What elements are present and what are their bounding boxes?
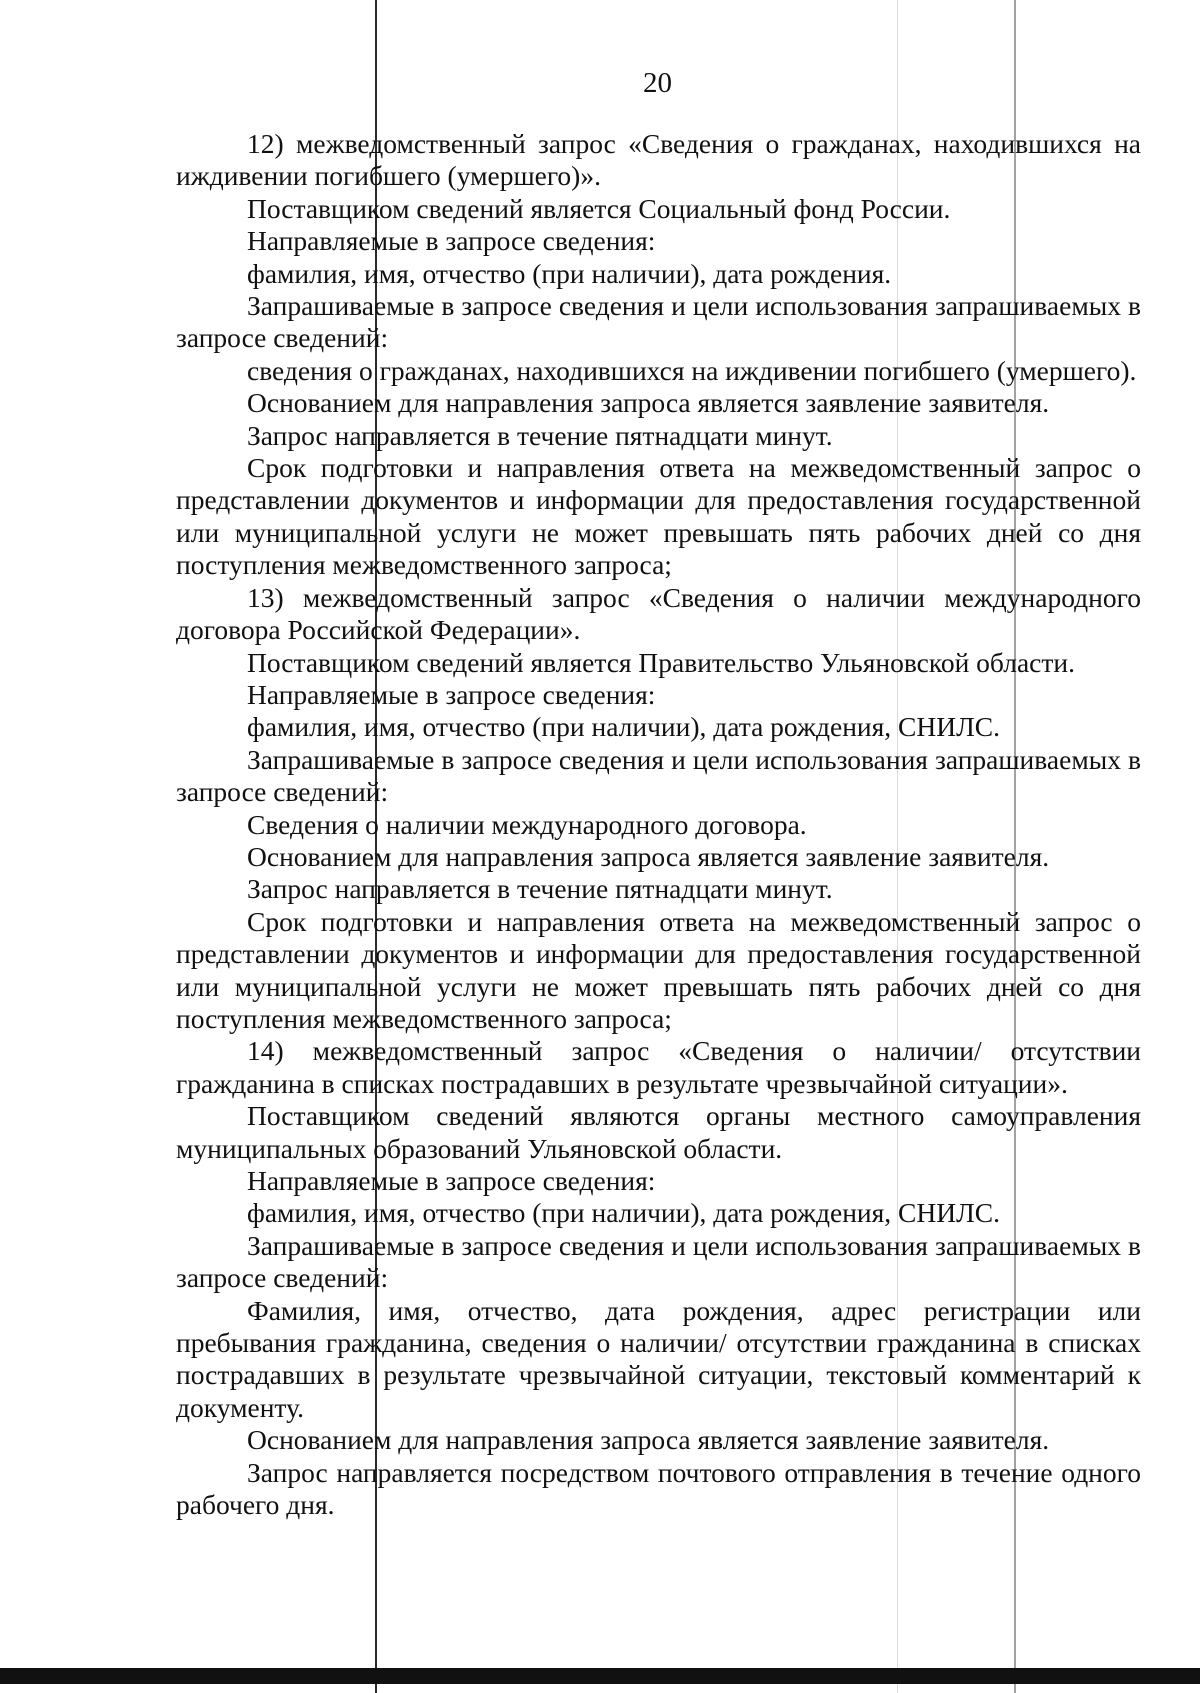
document-body bbox=[176, 128, 1141, 1521]
paragraph-sent-data: фамилия, имя, отчество (при наличии), дата рождения, СНИЛС. bbox=[247, 711, 1000, 743]
paragraph-requested-data: сведения о гражданах, находившихся на иждивении погибшего (умершего). bbox=[247, 354, 1137, 386]
paragraph-sent-data-heading: Направляемые в запросе сведения: bbox=[247, 225, 656, 257]
paragraph-requested-data: Фамилия, имя, отчество, дата рождения, адрес регистрации или пребывания гражданина, сведения о наличии/ отсутствии гражданина в списках пострадавших в результате чрезвычайной ситуации, текстовый комментарий к документу. bbox=[176, 1294, 1141, 1423]
paragraph-response-deadline: Срок подготовки и направления ответа на межведомственный запрос о представлении документов и информации для предоставления государственной или муниципальной услуги не может превышать пять рабочих дней со дня поступления межведомственного запроса; bbox=[176, 905, 1141, 1034]
paragraph-timing: Запрос направляется в течение пятнадцати минут. bbox=[247, 873, 833, 905]
paragraph-sent-data-heading: Направляемые в запросе сведения: bbox=[247, 678, 656, 710]
paragraph-provider: Поставщиком сведений являются органы местного самоуправления муниципальных образований Ульяновской области. bbox=[176, 1100, 1141, 1164]
paragraph-basis: Основанием для направления запроса является заявление заявителя. bbox=[247, 387, 1050, 419]
paragraph-basis: Основанием для направления запроса является заявление заявителя. bbox=[247, 1424, 1050, 1456]
paragraph-sent-data: фамилия, имя, отчество (при наличии), дата рождения. bbox=[247, 257, 892, 289]
paragraph-timing: Запрос направляется в течение пятнадцати минут. bbox=[247, 419, 833, 451]
paragraph-requested-data-heading: Запрашиваемые в запросе сведения и цели использования запрашиваемых в запросе сведений: bbox=[176, 1229, 1141, 1294]
paragraph-requested-data: Сведения о наличии международного договора. bbox=[247, 808, 807, 840]
paragraph-response-deadline: Срок подготовки и направления ответа на межведомственный запрос о представлении документов и информации для предоставления государственной или муниципальной услуги не может превышать пять рабочих дней со дня поступления межведомственного запроса; bbox=[176, 452, 1141, 581]
paragraph-provider: Поставщиком сведений является Социальный фонд России. bbox=[247, 192, 951, 224]
paragraph-item-12: 12) межведомственный запрос «Сведения о гражданах, находившихся на иждивении погибшего (умершего)». bbox=[176, 128, 1141, 192]
paragraph-timing: Запрос направляется посредством почтового отправления в течение одного рабочего дня. bbox=[176, 1456, 1141, 1521]
paragraph-item-13: 13) межведомственный запрос «Сведения о наличии международного договора Российской Федерации». bbox=[176, 581, 1141, 646]
paragraph-sent-data: фамилия, имя, отчество (при наличии), дата рождения, СНИЛС. bbox=[247, 1197, 1000, 1229]
scan-bottom-edge bbox=[0, 1668, 1200, 1684]
paragraph-requested-data-heading: Запрашиваемые в запросе сведения и цели использования запрашиваемых в запросе сведений: bbox=[176, 743, 1141, 808]
paragraph-requested-data-heading: Запрашиваемые в запросе сведения и цели использования запрашиваемых в запросе сведений: bbox=[176, 290, 1141, 354]
paragraph-sent-data-heading: Направляемые в запросе сведения: bbox=[247, 1165, 656, 1196]
paragraph-item-14: 14) межведомственный запрос «Сведения о наличии/ отсутствии гражданина в списках пострадавших в результате чрезвычайной ситуации». bbox=[176, 1035, 1141, 1099]
paragraph-provider: Поставщиком сведений является Правительство Ульяновской области. bbox=[247, 646, 1075, 678]
paragraph-basis: Основанием для направления запроса является заявление заявителя. bbox=[247, 840, 1050, 872]
page-number: 20 bbox=[643, 67, 672, 99]
